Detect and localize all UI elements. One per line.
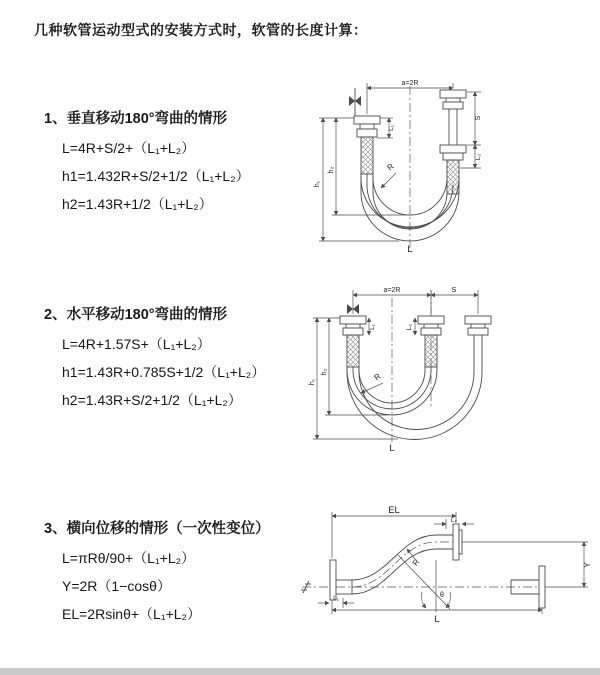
dim-l1-label: L₁ xyxy=(333,595,339,602)
dim-l2-label: L₂ xyxy=(450,517,458,524)
angle-label: θ xyxy=(440,592,444,599)
length-label: L xyxy=(389,443,395,454)
middle-hose-end xyxy=(418,316,444,367)
section-1-formula-h1: h1=1.432R+S/2+1/2（L₁+L₂） xyxy=(62,168,250,184)
diagram-vertical-u-bend xyxy=(303,72,593,257)
diagram-horizontal-u-bend xyxy=(303,282,593,460)
diagram-1-drawing xyxy=(303,72,593,257)
dim-a-label: a=2R xyxy=(401,80,419,87)
section-2-formula-h1: h1=1.43R+0.785S+1/2（L₁+L₂） xyxy=(62,364,266,380)
page-bottom-edge xyxy=(0,668,600,675)
dim-s-label: S xyxy=(475,115,482,121)
section-1-heading: 1、垂直移动180°弯曲的情形 xyxy=(44,111,228,127)
section-3-formula-Y: Y=2R（1−cosθ） xyxy=(62,578,171,594)
angle-construction xyxy=(398,555,450,612)
hose-u-curves xyxy=(347,335,482,440)
diagram-2-drawing xyxy=(303,282,593,460)
dim-h1-label: h₁ xyxy=(309,378,316,386)
dim-l2-label: L₂ xyxy=(406,323,413,331)
dim-l1-label: L₁ xyxy=(369,324,376,330)
upper-right-flange xyxy=(453,524,462,560)
section-2-heading: 2、水平移动180°弯曲的情形 xyxy=(44,307,228,323)
hose-s-curve xyxy=(352,535,453,594)
right-hose-end xyxy=(440,90,466,194)
dim-l2-label: L₂ xyxy=(475,153,482,161)
length-label: L xyxy=(407,244,413,255)
left-hose-end xyxy=(340,316,366,367)
page-title: 几种软管运动型式的安装方式时，软管的长度计算： xyxy=(34,22,368,38)
dim-h1-label: h₁ xyxy=(314,180,321,188)
right-hose-end xyxy=(465,316,491,335)
section-2-formula-L: L=4R+1.57S+（L₁+L₂） xyxy=(62,336,211,352)
section-1-formula-L: L=4R+S/2+（L₁+L₂） xyxy=(62,140,196,156)
section-3-heading: 3、横向位移的情形（一次性变位） xyxy=(44,521,270,537)
dim-h2-label: h₂ xyxy=(328,166,335,174)
section-3-formula-EL: EL=2Rsinθ+（L₁+L₂） xyxy=(62,606,201,622)
dim-l1-label: L₁ xyxy=(388,125,395,131)
left-hose-end xyxy=(330,560,352,600)
dim-a-label: a=2R xyxy=(383,287,401,294)
radius-label: R xyxy=(372,371,383,383)
dim-s-label: S xyxy=(451,287,457,294)
section-1 xyxy=(44,107,250,224)
dim-l-label: L xyxy=(434,614,440,625)
dim-h2-label: h₂ xyxy=(321,368,328,376)
diagram-3-drawing xyxy=(296,502,598,652)
section-2-formula-h2: h2=1.43R+S/2+1/2（L₁+L₂） xyxy=(62,392,242,408)
left-hose-end xyxy=(354,116,380,174)
section-2 xyxy=(44,303,265,420)
section-3-formula-L: L=πRθ/90+（L₁+L₂） xyxy=(62,550,196,566)
dim-el-label: EL xyxy=(388,505,400,516)
radius-label: R xyxy=(385,161,396,173)
section-3 xyxy=(44,517,270,634)
radius-label: R xyxy=(410,557,422,568)
dim-y-label: Y xyxy=(583,562,592,568)
section-1-formula-h2: h2=1.43R+1/2（L₁+L₂） xyxy=(62,196,213,212)
diagram-lateral-displacement xyxy=(296,502,598,652)
